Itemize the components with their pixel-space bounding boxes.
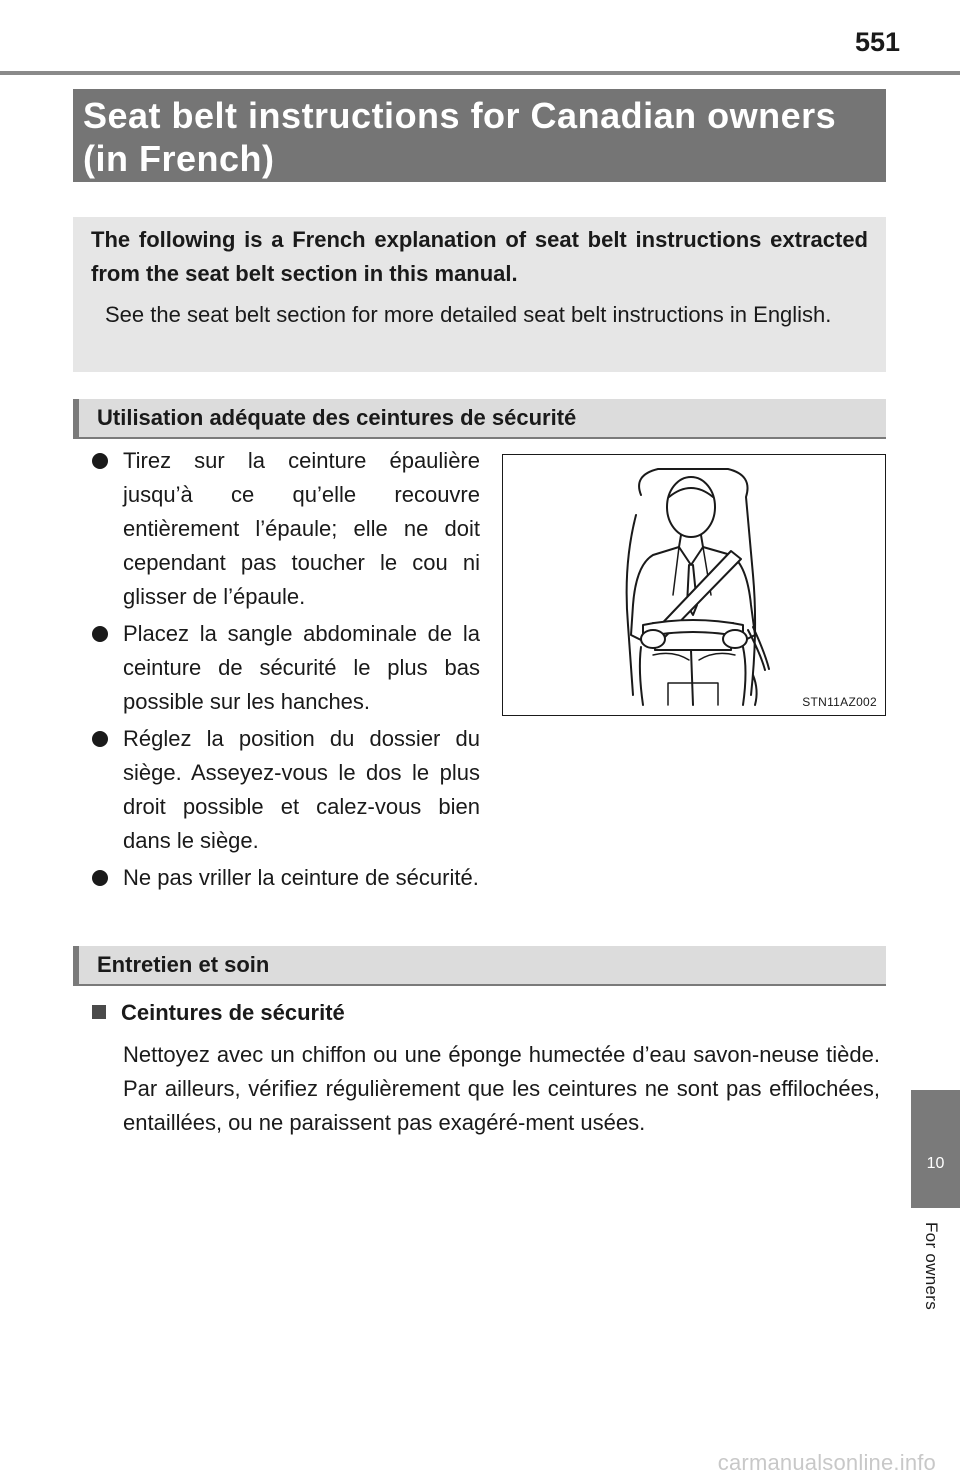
- page-title-line2: (in French): [83, 138, 275, 179]
- list-item: [92, 861, 480, 895]
- list-item: [92, 444, 480, 614]
- legs: [640, 647, 746, 705]
- bullet-dot-icon: [92, 626, 108, 642]
- figure-id: STN11AZ002: [802, 695, 877, 709]
- bullet-dot-icon: [92, 731, 108, 747]
- intro-normal-text: See the seat belt section for more detailed seat belt instructions in English.: [105, 302, 832, 327]
- bullet-text: Placez la sangle abdominale de la ceinture de sécurité le plus bas possible sur les hanches.: [123, 621, 480, 714]
- bullet-text: Tirez sur la ceinture épaulière jusqu’à ce qu’elle recouvre entièrement l’épaule; elle ne doit cependant pas toucher le cou ni glisser de l’épaule.: [123, 448, 480, 609]
- subheading-text: Ceintures de sécurité: [121, 1000, 345, 1025]
- intro-box: [73, 217, 886, 372]
- bullet-text: Ne pas vriller la ceinture de sécurité.: [123, 865, 479, 890]
- square-bullet-icon: [92, 1005, 106, 1019]
- bullet-text: Réglez la position du dossier du siège. Asseyez-vous le dos le plus droit possible et calez-vous bien dans le siège.: [123, 726, 480, 853]
- watermark: carmanualsonline.info: [717, 1450, 936, 1475]
- seat-belt-illustration: [502, 454, 886, 716]
- bullet-list: [92, 444, 480, 898]
- header-rule: [0, 71, 960, 75]
- chapter-caption: For owners: [922, 1222, 941, 1311]
- bullet-dot-icon: [92, 453, 108, 469]
- page-title-line1: Seat belt instructions for Canadian owners: [83, 95, 837, 136]
- chapter-tab: 10: [911, 1090, 960, 1208]
- bullet-dot-icon: [92, 870, 108, 886]
- list-item: [92, 722, 480, 858]
- head: [667, 477, 715, 537]
- seated-person-illustration: [503, 455, 886, 716]
- section-header-utilisation: Utilisation adéquate des ceintures de sécurité: [73, 399, 886, 439]
- section-header-entretien: Entretien et soin: [73, 946, 886, 986]
- body-paragraph: Nettoyez avec un chiffon ou une éponge humectée d’eau savon-neuse tiède. Par ailleurs, vérifiez régulièrement que les ceintures ne sont pas effilochées, entaillées, ou ne paraissent pas exagéré-ment usées.: [123, 1042, 880, 1135]
- page-number: 551: [854, 27, 900, 57]
- list-item: [92, 617, 480, 719]
- page-title: [73, 89, 886, 182]
- intro-bold-text: The following is a French explanation of seat belt instructions extracted from the seat belt section in this manual.: [91, 227, 868, 286]
- subheading: [92, 998, 345, 1028]
